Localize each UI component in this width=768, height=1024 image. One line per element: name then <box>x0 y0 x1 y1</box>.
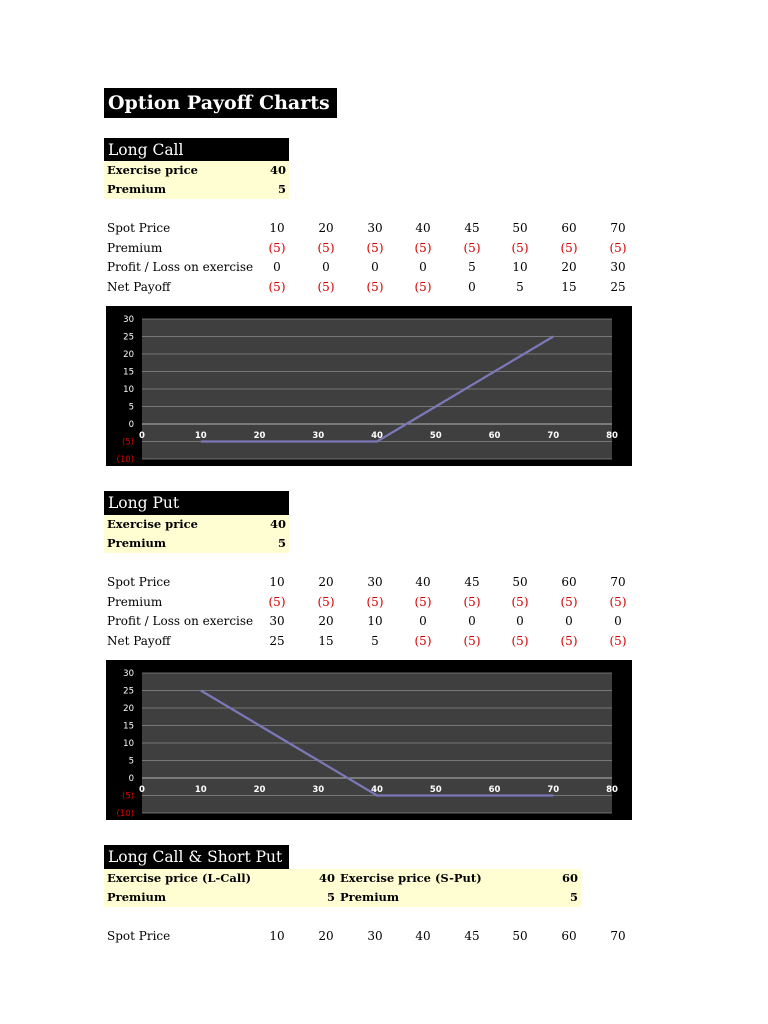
table-cell: 0 <box>614 614 622 628</box>
x-tick-label: 20 <box>253 785 266 795</box>
table-cell: 20 <box>318 929 334 943</box>
table-cell: (5) <box>268 240 286 255</box>
y-tick-label: 25 <box>123 332 134 343</box>
y-tick-label: 30 <box>123 315 134 325</box>
table-cell: (5) <box>414 594 432 609</box>
y-tick-label: 0 <box>128 774 134 784</box>
table-cell: (5) <box>463 594 481 609</box>
table-cell: (5) <box>317 240 335 255</box>
row-label: Net Payoff <box>107 633 171 648</box>
param-value: 5 <box>277 536 286 550</box>
table-cell: (5) <box>511 594 529 609</box>
table-cell: (5) <box>317 594 335 609</box>
table-cell: 50 <box>512 221 528 235</box>
table-cell: 0 <box>468 279 476 294</box>
payoff-table-long-call-short-put <box>104 927 634 947</box>
param-value: 5 <box>277 182 286 196</box>
table-row <box>104 612 634 632</box>
table-cell: (5) <box>268 279 286 294</box>
table-cell: (5) <box>317 279 335 294</box>
table-cell: 10 <box>269 221 285 235</box>
y-tick-label: 5 <box>128 402 134 413</box>
param-row-exercise-price-l-call <box>104 869 338 888</box>
page-title: Option Payoff Charts <box>104 88 337 118</box>
table-cell: 45 <box>464 575 480 589</box>
table-cell: 15 <box>561 279 577 294</box>
table-cell: 0 <box>419 260 427 274</box>
param-row-exercise-price-s-put <box>338 869 581 888</box>
table-cell: (5) <box>560 633 578 648</box>
section-title-long-call-short-put: Long Call & Short Put <box>104 845 289 869</box>
line-chart-long-put <box>106 660 632 820</box>
table-row <box>104 593 634 613</box>
table-cell: 20 <box>318 221 334 235</box>
x-tick-label: 30 <box>312 785 325 795</box>
table-cell: (5) <box>560 594 578 609</box>
table-cell: (5) <box>366 240 384 255</box>
row-label: Premium <box>107 240 163 255</box>
table-cell: (5) <box>414 279 432 294</box>
param-value: 5 <box>326 890 335 904</box>
table-row <box>104 219 634 239</box>
x-tick-label: 0 <box>139 431 145 441</box>
param-row-premium <box>104 180 289 199</box>
table-row <box>104 258 634 278</box>
table-cell: (5) <box>366 279 384 294</box>
param-row-premium-s-put <box>338 888 581 907</box>
y-tick-label: (5) <box>121 437 134 448</box>
x-tick-label: 50 <box>429 431 442 441</box>
param-value: 40 <box>318 871 335 885</box>
x-tick-label: 40 <box>371 785 383 795</box>
param-row-exercise-price <box>104 161 289 180</box>
row-label: Spot Price <box>107 575 171 589</box>
table-cell: 10 <box>269 575 285 589</box>
table-cell: 40 <box>415 929 431 943</box>
table-cell: 70 <box>610 929 626 943</box>
table-cell: (5) <box>609 594 627 609</box>
x-tick-label: 0 <box>139 785 145 795</box>
chart-long-put <box>106 660 632 820</box>
param-label: Premium <box>107 890 167 904</box>
y-tick-label: 20 <box>123 704 134 714</box>
table-cell: 0 <box>322 260 330 274</box>
param-value: 60 <box>561 871 578 885</box>
table-row <box>104 573 634 593</box>
section-title-long-put: Long Put <box>104 491 289 515</box>
y-tick-label: 25 <box>123 686 134 697</box>
table-cell: 5 <box>371 633 379 648</box>
chart-long-call <box>106 306 632 466</box>
param-value: 40 <box>269 517 286 531</box>
row-label: Premium <box>107 594 163 609</box>
y-tick-label: 15 <box>123 721 134 732</box>
table-cell: 60 <box>561 575 577 589</box>
table-cell: 0 <box>273 260 281 274</box>
param-value: 5 <box>569 890 578 904</box>
table-cell: 5 <box>516 279 524 294</box>
table-cell: 30 <box>367 575 383 589</box>
table-cell: 0 <box>565 614 573 628</box>
x-tick-label: 10 <box>194 785 207 795</box>
table-cell: (5) <box>414 240 432 255</box>
table-cell: 30 <box>269 614 285 628</box>
table-cell: (5) <box>463 633 481 648</box>
table-cell: 60 <box>561 221 577 235</box>
param-label: Premium <box>107 536 167 550</box>
x-tick-label: 60 <box>488 431 501 441</box>
table-cell: 45 <box>464 221 480 235</box>
table-cell: 60 <box>561 929 577 943</box>
param-value: 40 <box>269 163 286 177</box>
table-cell: 45 <box>464 929 480 943</box>
table-cell: 10 <box>512 260 528 274</box>
table-row <box>104 239 634 259</box>
row-label: Spot Price <box>107 221 171 235</box>
x-tick-label: 40 <box>371 431 383 441</box>
table-cell: 25 <box>269 633 285 648</box>
y-tick-label: 10 <box>123 385 134 395</box>
x-tick-label: 30 <box>312 431 325 441</box>
payoff-table-long-put <box>104 573 634 651</box>
table-cell: (5) <box>609 240 627 255</box>
row-label: Spot Price <box>107 929 171 943</box>
y-tick-label: 20 <box>123 350 134 360</box>
row-label: Net Payoff <box>107 279 171 294</box>
payoff-table-long-call <box>104 219 634 297</box>
line-chart-long-call <box>106 306 632 466</box>
x-tick-label: 70 <box>547 431 560 441</box>
param-row-exercise-price <box>104 515 289 534</box>
table-cell: (5) <box>268 594 286 609</box>
table-cell: (5) <box>414 633 432 648</box>
param-label: Premium <box>340 890 400 904</box>
y-tick-label: 5 <box>128 756 134 767</box>
x-tick-label: 80 <box>606 431 618 441</box>
y-tick-label: (10) <box>116 809 134 819</box>
table-cell: 50 <box>512 575 528 589</box>
table-cell: (5) <box>366 594 384 609</box>
table-cell: 0 <box>371 260 379 274</box>
param-row-premium <box>104 534 289 553</box>
param-label: Exercise price <box>107 517 198 531</box>
param-label: Exercise price <box>107 163 198 177</box>
param-row-premium-l-call <box>104 888 338 907</box>
table-cell: 40 <box>415 575 431 589</box>
y-tick-label: 0 <box>128 420 134 430</box>
x-tick-label: 80 <box>606 785 618 795</box>
row-label: Profit / Loss on exercise <box>107 260 254 274</box>
table-cell: 70 <box>610 575 626 589</box>
x-tick-label: 10 <box>194 431 207 441</box>
section-title-long-call: Long Call <box>104 138 289 162</box>
table-cell: 0 <box>468 614 476 628</box>
table-cell: 30 <box>367 929 383 943</box>
table-cell: (5) <box>560 240 578 255</box>
y-tick-label: (5) <box>121 791 134 802</box>
row-label: Profit / Loss on exercise <box>107 614 254 628</box>
table-row <box>104 278 634 298</box>
table-cell: 20 <box>318 575 334 589</box>
y-tick-label: 15 <box>123 367 134 378</box>
x-tick-label: 70 <box>547 785 560 795</box>
table-row <box>104 927 634 947</box>
table-cell: 40 <box>415 221 431 235</box>
table-cell: 30 <box>367 221 383 235</box>
table-row <box>104 632 634 652</box>
table-cell: 0 <box>516 614 524 628</box>
table-cell: 25 <box>610 279 626 294</box>
table-cell: 15 <box>318 633 334 648</box>
y-tick-label: 30 <box>123 669 134 679</box>
param-label: Exercise price (S-Put) <box>340 871 482 885</box>
param-label: Premium <box>107 182 167 196</box>
table-cell: 5 <box>468 260 476 274</box>
table-cell: 10 <box>367 614 383 628</box>
table-cell: (5) <box>463 240 481 255</box>
table-cell: 0 <box>419 614 427 628</box>
table-cell: 50 <box>512 929 528 943</box>
x-tick-label: 20 <box>253 431 266 441</box>
x-tick-label: 50 <box>429 785 442 795</box>
table-cell: (5) <box>511 240 529 255</box>
y-tick-label: (10) <box>116 455 134 465</box>
table-cell: 70 <box>610 221 626 235</box>
table-cell: (5) <box>511 633 529 648</box>
table-cell: 20 <box>561 260 577 274</box>
table-cell: 10 <box>269 929 285 943</box>
x-tick-label: 60 <box>488 785 501 795</box>
table-cell: (5) <box>609 633 627 648</box>
param-label: Exercise price (L-Call) <box>107 871 252 885</box>
table-cell: 30 <box>610 260 626 274</box>
table-cell: 20 <box>318 614 334 628</box>
y-tick-label: 10 <box>123 739 134 749</box>
